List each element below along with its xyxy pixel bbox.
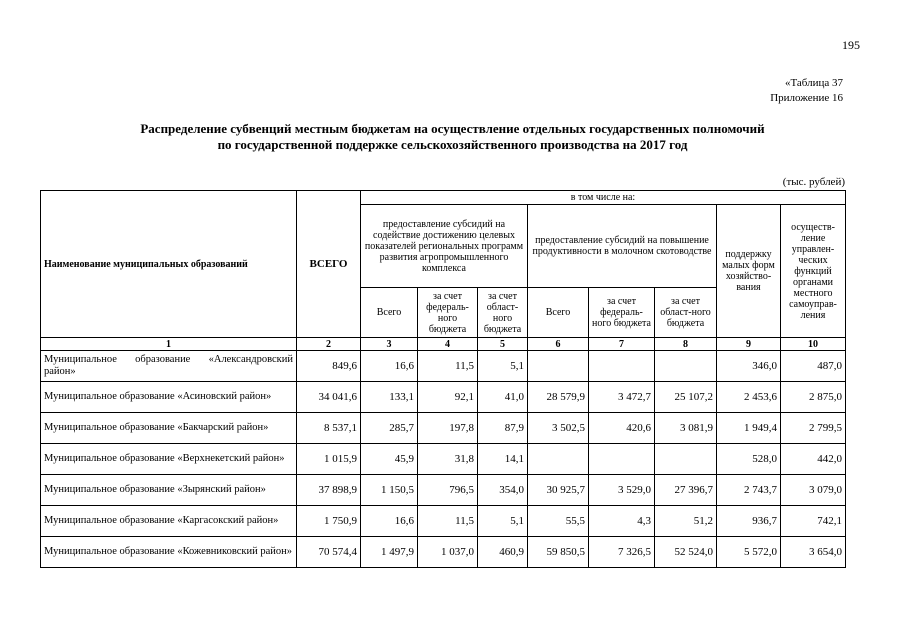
header-g2-total: Всего	[528, 288, 589, 338]
table-row	[41, 537, 846, 568]
header-group-dairy: предоставление субсидий на повышение продуктивности в молочном скотоводстве	[528, 205, 717, 288]
cell-total: 70 574,4	[297, 537, 361, 568]
cell-total: 1 750,9	[297, 506, 361, 537]
column-number: 5	[478, 338, 528, 351]
cell-small-farms: 936,7	[717, 506, 781, 537]
table-reference: «Таблица 37	[784, 77, 843, 89]
cell-g1-federal: 197,8	[418, 413, 478, 444]
cell-admin: 487,0	[781, 351, 846, 382]
header-g2-federal: за счет федераль-ного бюджета	[589, 288, 655, 338]
cell-admin: 2 799,5	[781, 413, 846, 444]
cell-g2-total: 55,5	[528, 506, 589, 537]
cell-admin: 2 875,0	[781, 382, 846, 413]
column-number: 1	[41, 338, 297, 351]
cell-g2-federal: 3 472,7	[589, 382, 655, 413]
cell-g2-total: 30 925,7	[528, 475, 589, 506]
table-row	[41, 475, 846, 506]
header-g1-regional: за счет област-ного бюджета	[478, 288, 528, 338]
table-row	[41, 351, 846, 382]
municipality-name: Муниципальное образование «Бакчарский район»	[41, 413, 297, 444]
table-row	[41, 506, 846, 537]
table-row	[41, 444, 846, 475]
cell-g2-regional: 27 396,7	[655, 475, 717, 506]
cell-g2-total: 28 579,9	[528, 382, 589, 413]
municipality-name: Муниципальное образование «Зырянский район»	[41, 475, 297, 506]
cell-g1-regional: 87,9	[478, 413, 528, 444]
cell-g2-regional	[655, 444, 717, 475]
cell-g2-federal: 7 326,5	[589, 537, 655, 568]
column-number: 2	[297, 338, 361, 351]
cell-g1-regional: 460,9	[478, 537, 528, 568]
cell-small-farms: 346,0	[717, 351, 781, 382]
cell-g2-regional: 52 524,0	[655, 537, 717, 568]
cell-g1-total: 16,6	[361, 506, 418, 537]
cell-g1-total: 16,6	[361, 351, 418, 382]
header-group-agro-programs: предоставление субсидий на содействие достижению целевых показателей региональных программ развития агропромышленного комплекса	[361, 205, 528, 288]
cell-admin: 3 654,0	[781, 537, 846, 568]
subventions-table	[40, 190, 846, 568]
cell-g1-federal: 11,5	[418, 351, 478, 382]
cell-g1-federal: 92,1	[418, 382, 478, 413]
cell-g1-regional: 41,0	[478, 382, 528, 413]
cell-g2-regional: 3 081,9	[655, 413, 717, 444]
cell-g1-total: 133,1	[361, 382, 418, 413]
units-label: (тыс. рублей)	[782, 176, 845, 188]
cell-small-farms: 2 453,6	[717, 382, 781, 413]
cell-g2-federal: 4,3	[589, 506, 655, 537]
cell-small-farms: 528,0	[717, 444, 781, 475]
cell-g2-regional: 25 107,2	[655, 382, 717, 413]
cell-g1-federal: 11,5	[418, 506, 478, 537]
cell-g1-federal: 796,5	[418, 475, 478, 506]
cell-g1-total: 1 150,5	[361, 475, 418, 506]
cell-g2-federal: 3 529,0	[589, 475, 655, 506]
cell-g2-federal	[589, 444, 655, 475]
municipality-name: Муниципальное образование «Асиновский район»	[41, 382, 297, 413]
cell-g2-regional: 51,2	[655, 506, 717, 537]
column-number: 9	[717, 338, 781, 351]
appendix-reference: Приложение 16	[770, 92, 843, 104]
column-number: 3	[361, 338, 418, 351]
cell-total: 34 041,6	[297, 382, 361, 413]
header-total-column: ВСЕГО	[297, 191, 361, 338]
cell-g1-federal: 31,8	[418, 444, 478, 475]
cell-total: 1 015,9	[297, 444, 361, 475]
column-number: 4	[418, 338, 478, 351]
header-including: в том числе на:	[361, 191, 846, 205]
cell-g1-regional: 14,1	[478, 444, 528, 475]
cell-g1-regional: 5,1	[478, 506, 528, 537]
cell-g2-regional	[655, 351, 717, 382]
municipality-name: Муниципальное образование «Верхнекетский район»	[41, 444, 297, 475]
municipality-name: Муниципальное образование «Кожевниковский район»	[41, 537, 297, 568]
municipality-name: Муниципальное образование «Александровский район»	[41, 351, 297, 382]
cell-admin: 3 079,0	[781, 475, 846, 506]
column-number: 7	[589, 338, 655, 351]
cell-total: 8 537,1	[297, 413, 361, 444]
cell-admin: 442,0	[781, 444, 846, 475]
column-number: 6	[528, 338, 589, 351]
page-number: 195	[842, 38, 860, 52]
header-name-column: Наименование муниципальных образований	[41, 191, 297, 338]
cell-total: 37 898,9	[297, 475, 361, 506]
cell-small-farms: 5 572,0	[717, 537, 781, 568]
header-g1-federal: за счет федераль-ного бюджета	[418, 288, 478, 338]
cell-g2-total	[528, 351, 589, 382]
cell-g1-total: 285,7	[361, 413, 418, 444]
column-number: 10	[781, 338, 846, 351]
cell-g2-total: 59 850,5	[528, 537, 589, 568]
municipality-name: Муниципальное образование «Каргасокский район»	[41, 506, 297, 537]
table-row	[41, 413, 846, 444]
cell-g1-total: 45,9	[361, 444, 418, 475]
document-title-line-1: Распределение субвенций местным бюджетам на осуществление отдельных государственных полномочий	[140, 121, 765, 136]
header-g1-total: Всего	[361, 288, 418, 338]
header-admin-functions: осуществ-ление управлен-ческих функций органами местного самоуправ-ления	[781, 205, 846, 338]
cell-g1-regional: 5,1	[478, 351, 528, 382]
cell-g2-federal	[589, 351, 655, 382]
cell-small-farms: 2 743,7	[717, 475, 781, 506]
cell-g1-federal: 1 037,0	[418, 537, 478, 568]
header-small-farms: поддержку малых форм хозяйство-вания	[717, 205, 781, 338]
cell-g1-total: 1 497,9	[361, 537, 418, 568]
cell-g2-federal: 420,6	[589, 413, 655, 444]
cell-admin: 742,1	[781, 506, 846, 537]
document-title-line-2: по государственной поддержке сельскохозяйственного производства на 2017 год	[217, 137, 688, 152]
cell-g2-total: 3 502,5	[528, 413, 589, 444]
cell-small-farms: 1 949,4	[717, 413, 781, 444]
header-g2-regional: за счет област-ного бюджета	[655, 288, 717, 338]
table-row	[41, 382, 846, 413]
cell-g1-regional: 354,0	[478, 475, 528, 506]
column-number: 8	[655, 338, 717, 351]
cell-total: 849,6	[297, 351, 361, 382]
cell-g2-total	[528, 444, 589, 475]
